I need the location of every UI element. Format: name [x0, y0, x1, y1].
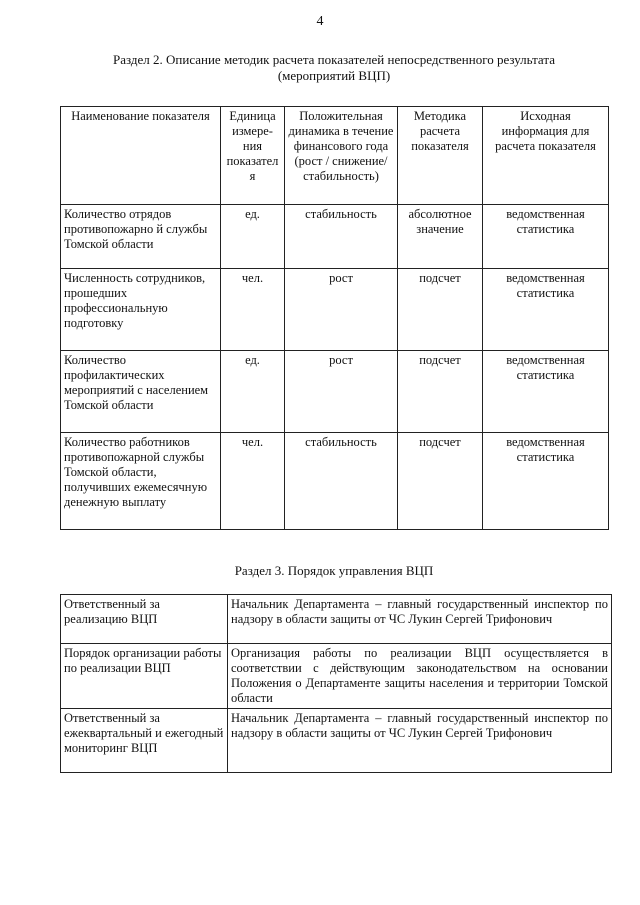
management-description: Начальник Департамента – главный государственный инспектор по надзору в области защиты от ЧС Лукин Сергей Трифонович	[228, 709, 612, 773]
header-positive-dynamics: Положительная динамика в течение финансового года (рост / снижение/ стабильность)	[285, 107, 398, 205]
header-indicator-name: Наименование показателя	[61, 107, 221, 205]
table-row	[61, 644, 612, 709]
management-description: Начальник Департамента – главный государственный инспектор по надзору в области защиты от ЧС Лукин Сергей Трифонович	[228, 595, 612, 644]
indicator-name: Количество отрядов противопожарно й службы Томской области	[61, 205, 221, 269]
indicator-unit: ед.	[221, 351, 285, 433]
header-calculation-method: Методика расчета показателя	[398, 107, 483, 205]
indicator-method: подсчет	[398, 269, 483, 351]
management-label: Ответственный за ежеквартальный и ежегодный мониторинг ВЦП	[61, 709, 228, 773]
table-row	[61, 205, 609, 269]
table-row	[61, 351, 609, 433]
indicator-dynamics: рост	[285, 269, 398, 351]
indicator-name: Численность сотрудников, прошедших профессиональную подготовку	[61, 269, 221, 351]
indicator-dynamics: рост	[285, 351, 398, 433]
indicator-source: ведомственная статистика	[483, 205, 609, 269]
management-label: Порядок организации работы по реализации ВЦП	[61, 644, 228, 709]
management-table	[60, 594, 612, 773]
table-header-row	[61, 107, 609, 205]
table-row	[61, 595, 612, 644]
page-number: 4	[316, 14, 324, 29]
indicator-name: Количество профилактических мероприятий с населением Томской области	[61, 351, 221, 433]
section-2-title-line-2: (мероприятий ВЦП)	[277, 68, 391, 83]
table-row	[61, 433, 609, 530]
indicator-source: ведомственная статистика	[483, 433, 609, 530]
header-source-info: Исходная информация для расчета показателя	[483, 107, 609, 205]
indicator-unit: чел.	[221, 269, 285, 351]
indicator-name: Количество работников противопожарной службы Томской области, получивших ежемесячную денежную выплату	[61, 433, 221, 530]
indicator-method: подсчет	[398, 433, 483, 530]
indicator-unit: ед.	[221, 205, 285, 269]
indicator-source: ведомственная статистика	[483, 351, 609, 433]
indicator-source: ведомственная статистика	[483, 269, 609, 351]
indicator-dynamics: стабильность	[285, 433, 398, 530]
table-row	[61, 709, 612, 773]
indicator-method: абсолютное значение	[398, 205, 483, 269]
management-description: Организация работы по реализации ВЦП осуществляется в соответствии с действующим законодательством на основании Положения о Департаменте защиты населения и территории Томской области	[228, 644, 612, 709]
indicator-dynamics: стабильность	[285, 205, 398, 269]
section-2-title	[60, 52, 608, 84]
indicators-methods-table	[60, 106, 609, 530]
indicator-method: подсчет	[398, 351, 483, 433]
management-label: Ответственный за реализацию ВЦП	[61, 595, 228, 644]
section-2-title-line-1: Раздел 2. Описание методик расчета показателей непосредственного результата	[113, 52, 555, 67]
section-3-title: Раздел 3. Порядок управления ВЦП	[234, 563, 434, 578]
table-row	[61, 269, 609, 351]
header-unit: Единица измере-ния показател я	[221, 107, 285, 205]
indicator-unit: чел.	[221, 433, 285, 530]
